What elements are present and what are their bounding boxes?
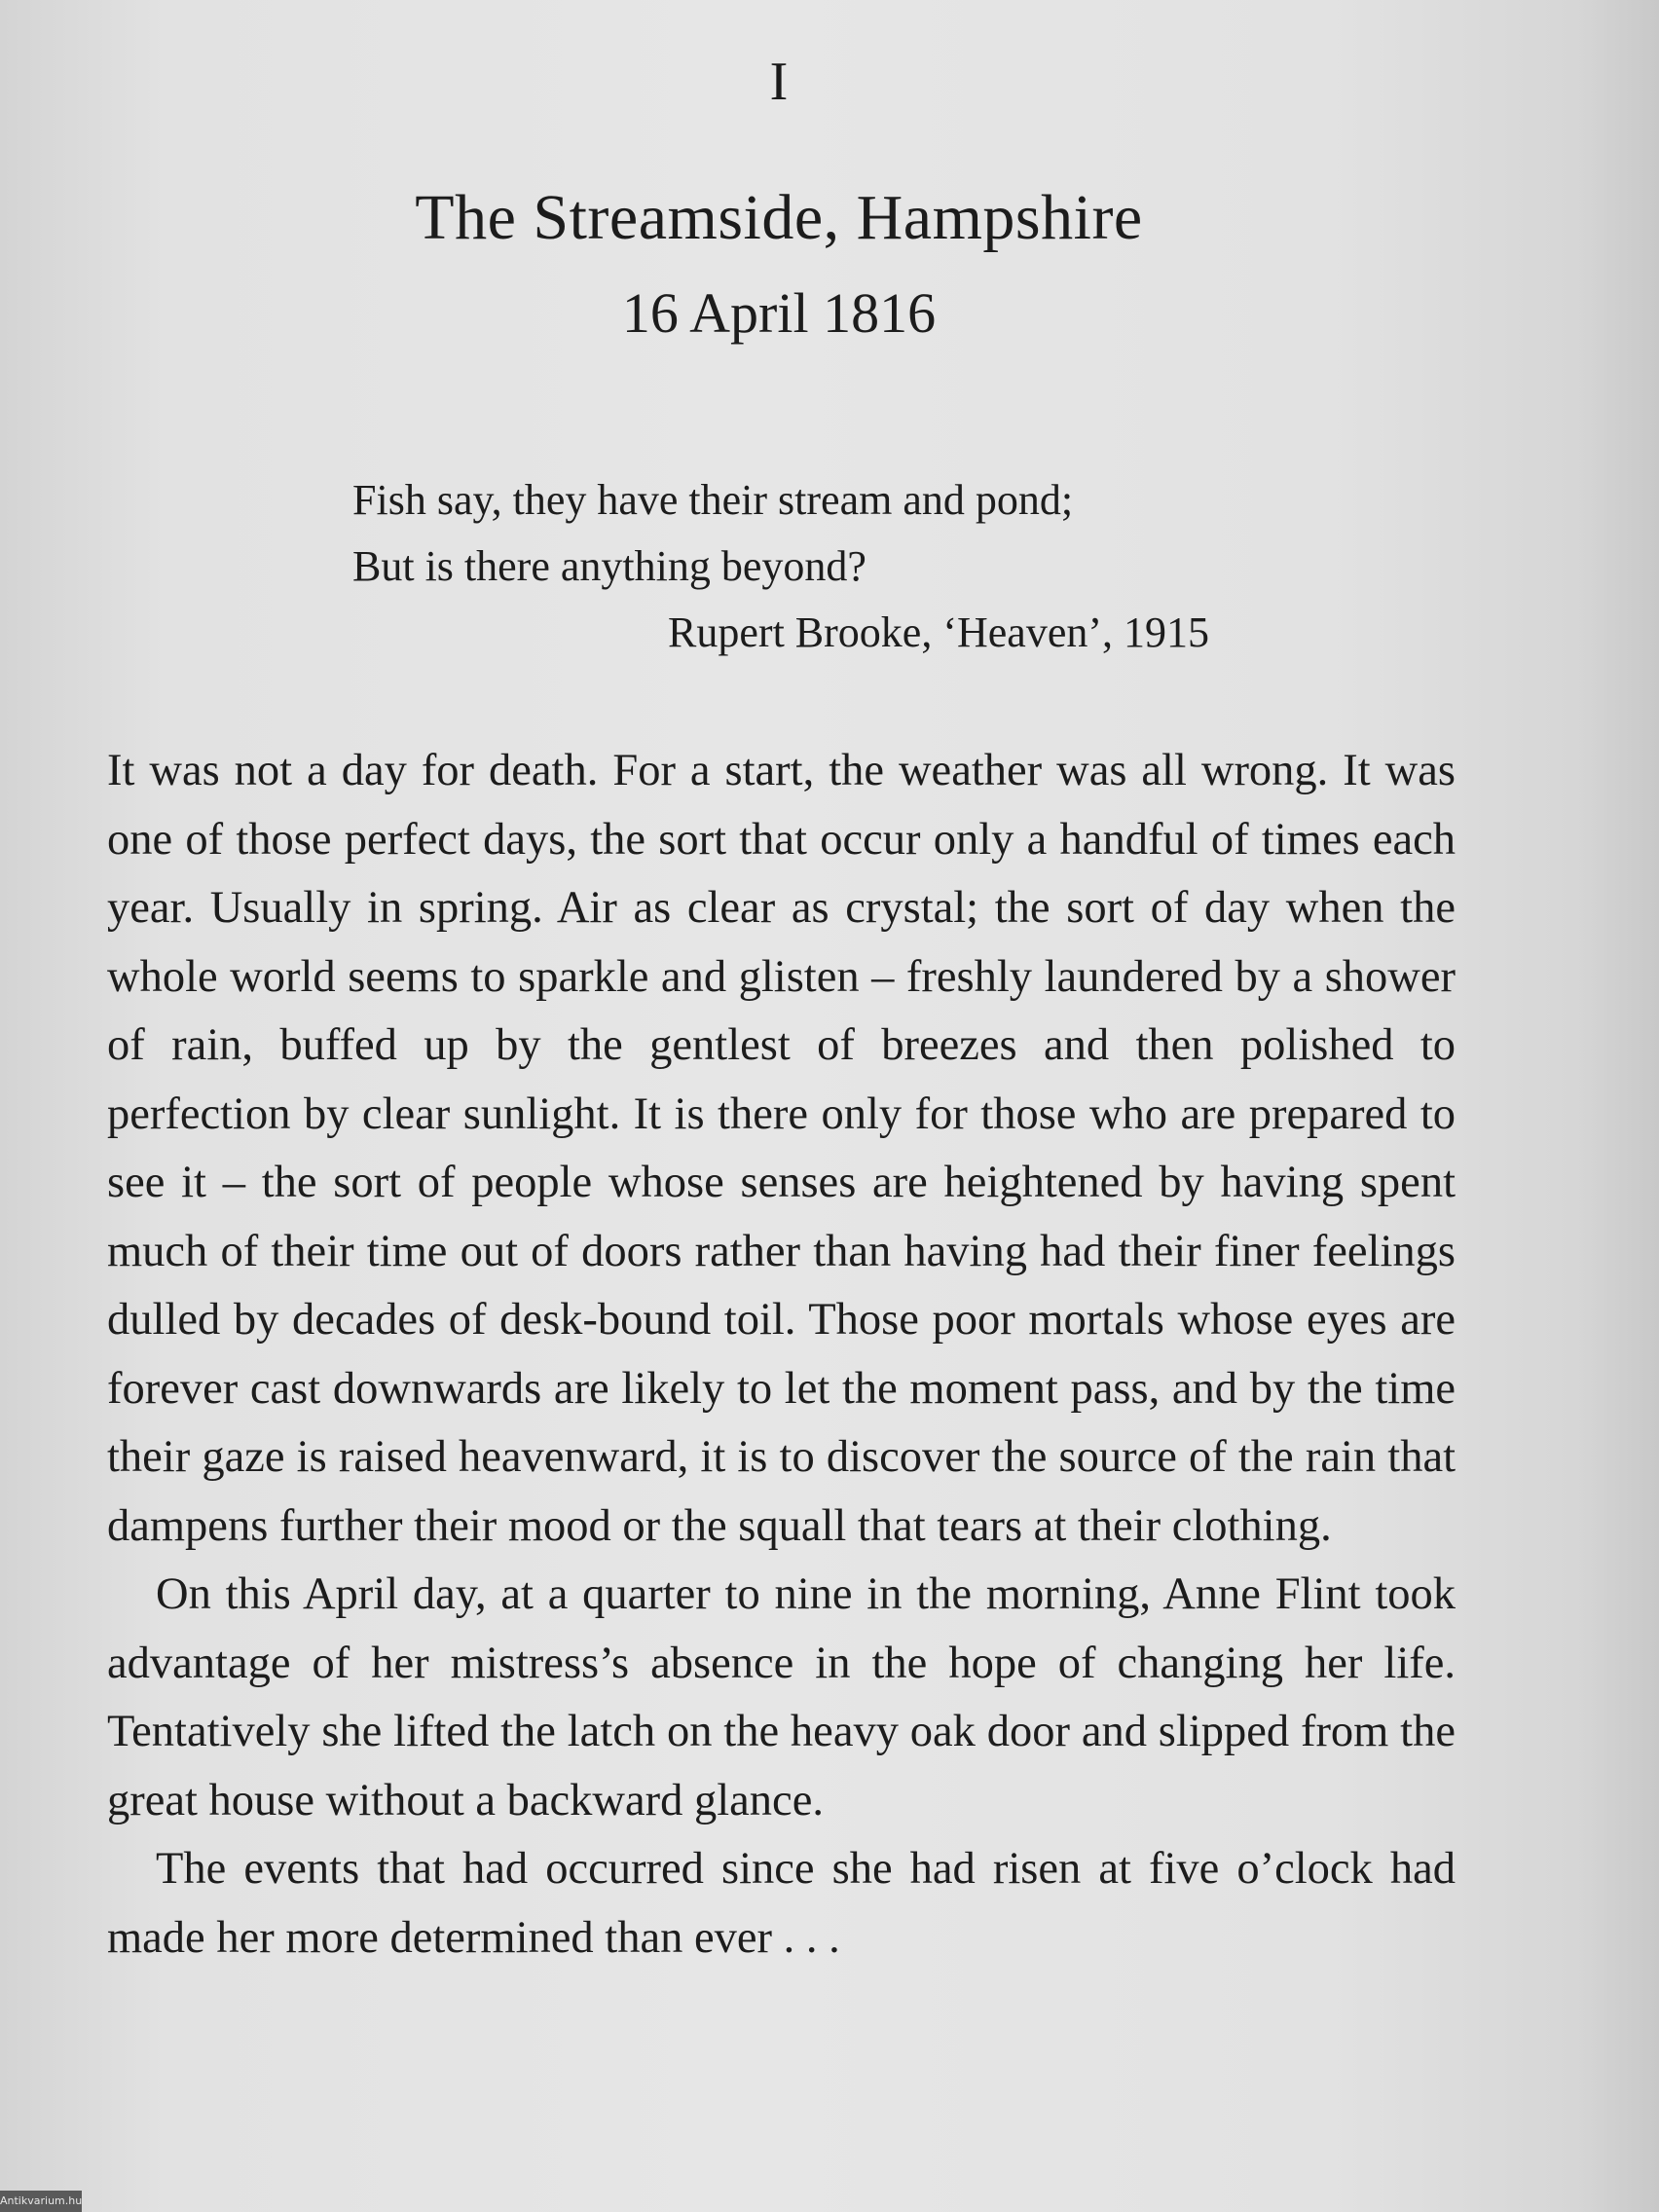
watermark: Antikvarium.hu xyxy=(0,2191,82,2212)
chapter-number: I xyxy=(769,52,789,112)
chapter-date: 16 April 1816 xyxy=(621,281,937,345)
chapter-title: The Streamside, Hampshire xyxy=(415,182,1143,253)
body-text xyxy=(107,737,1456,1972)
paragraph: On this April day, at a quarter to nine in the morning, Anne Flint took advantage of her mistress’s absence in the hope of changing her life. Tentatively she lifted the latch on the heavy oak door and slipped from the great house without a backward glance. xyxy=(107,1569,1456,1825)
paragraph: The events that had occurred since she had risen at five o’clock had made her more determined than ever . . . xyxy=(107,1844,1456,1963)
epigraph-line: Fish say, they have their stream and pond; xyxy=(352,476,1074,524)
paragraph: It was not a day for death. For a start, the weather was all wrong. It was one of those perfect days, the sort that occur only a handful of times each year. Usually in spring. Air as clear as crystal; the sort of day when the whole world seems to sparkle and glisten – freshly laundered by a shower of rain, buffed up by the gentlest of breezes and then polished to perfection by clear sunlight. It is there only for those who are prepared to see it – the sort of people whose senses are heightened by having spent much of their time out of doors rather than having had their finer feelings dulled by decades of desk-bound toil. Those poor mortals whose eyes are forever cast downwards are likely to let the moment pass, and by the time their gaze is raised heavenward, it is to discover the source of the rain that dampens further their mood or the squall that tears at their clothing. xyxy=(107,746,1456,1551)
epigraph xyxy=(352,467,1209,666)
epigraph-attribution: Rupert Brooke, ‘Heaven’, 1915 xyxy=(668,608,1209,656)
epigraph-line: But is there anything beyond? xyxy=(352,542,866,590)
